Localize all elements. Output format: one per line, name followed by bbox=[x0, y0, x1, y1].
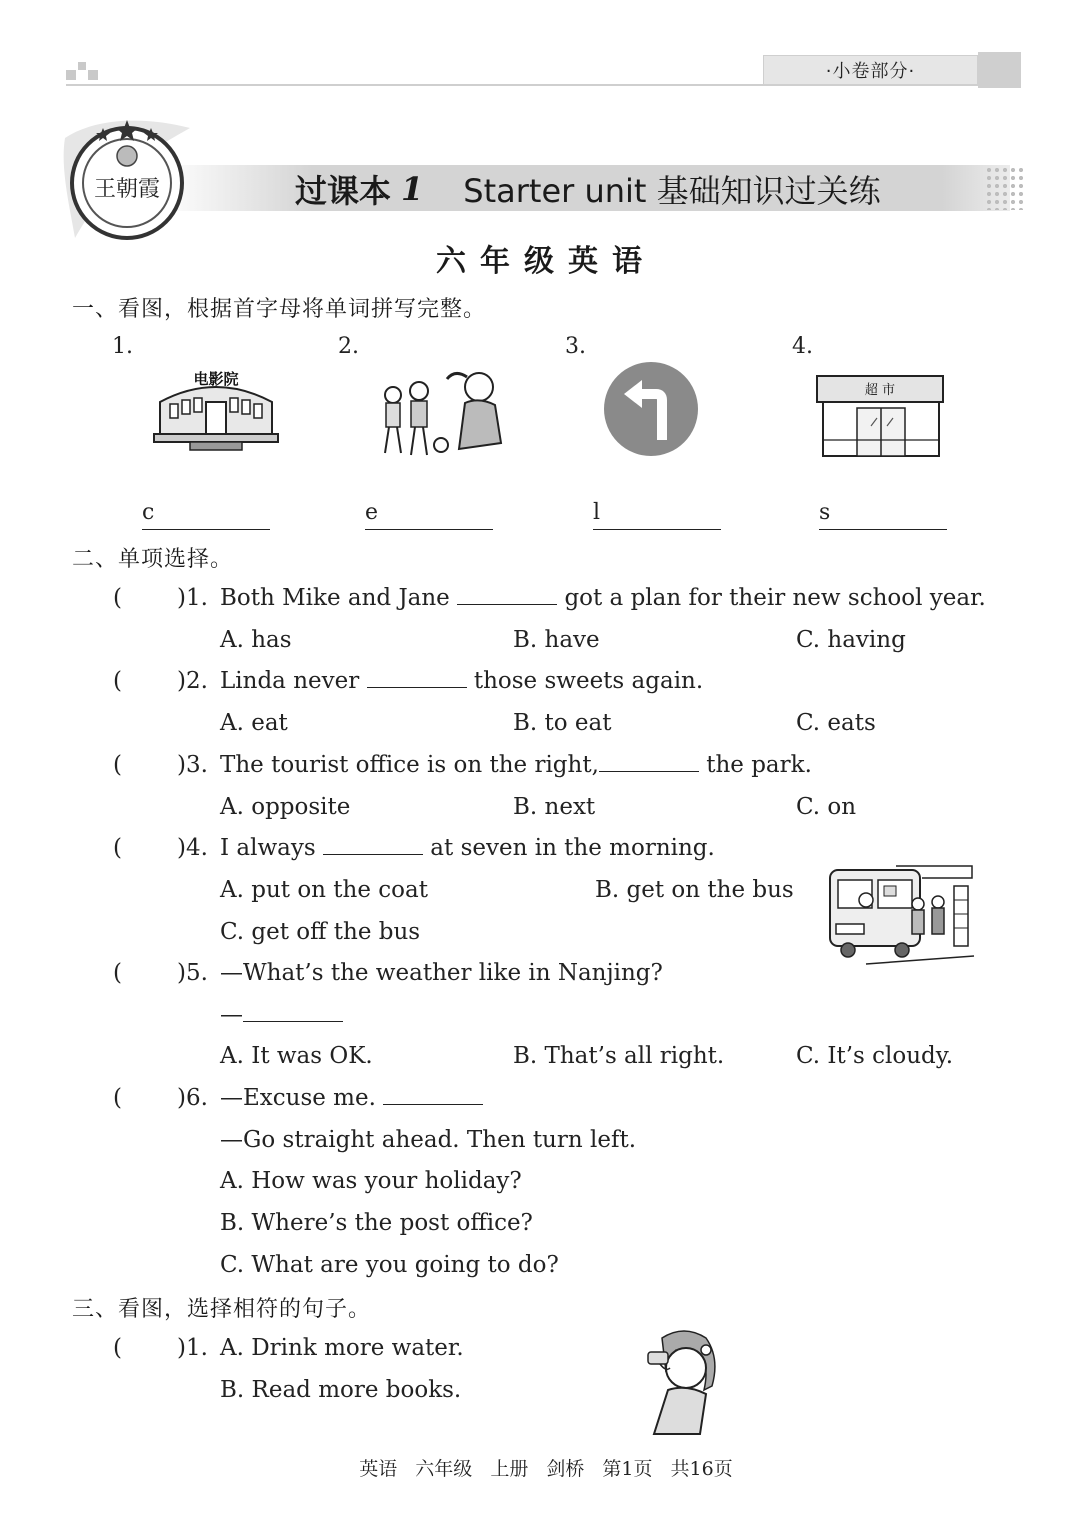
answer-blank bbox=[383, 1083, 483, 1105]
spelling-blank[interactable]: c bbox=[142, 500, 270, 530]
option: B. Read more books. bbox=[220, 1377, 462, 1403]
option: C. It’s cloudy. bbox=[796, 1043, 954, 1069]
answer-paren[interactable]: ( bbox=[113, 960, 122, 986]
picture-number: 4. bbox=[792, 334, 813, 359]
option: A. put on the coat bbox=[220, 877, 428, 903]
answer-paren[interactable]: ( bbox=[113, 1085, 122, 1111]
answer-paren[interactable]: ( bbox=[113, 835, 122, 861]
option: C. get off the bus bbox=[220, 919, 421, 945]
answer-paren[interactable]: ( bbox=[113, 585, 122, 611]
option: A. How was your holiday? bbox=[220, 1168, 522, 1194]
question-number: )3. bbox=[177, 752, 208, 778]
svg-text:王朝霞: 王朝霞 bbox=[93, 177, 161, 202]
page-footer: 英语 六年级 上册 剑桥 第1页 共16页 bbox=[359, 1458, 733, 1480]
picture-number: 3. bbox=[565, 334, 586, 359]
answer-paren[interactable]: ( bbox=[113, 752, 122, 778]
answer-blank bbox=[367, 666, 467, 688]
supermarket-icon bbox=[815, 374, 945, 460]
bus-stop-icon bbox=[826, 860, 976, 968]
question-stem: —Excuse me. bbox=[220, 1083, 483, 1113]
option: A. eat bbox=[220, 710, 288, 736]
part1-heading: 一、看图，根据首字母将单词拼写完整。 bbox=[72, 297, 487, 322]
question-stem: I always at seven in the morning. bbox=[220, 835, 715, 861]
title-unit: Starter unit 基础知识过关练 bbox=[463, 172, 881, 210]
exercise-icon bbox=[375, 365, 507, 463]
question-stem: The tourist office is on the right, the park. bbox=[220, 752, 812, 778]
section-tag-block bbox=[978, 52, 1021, 88]
part2-heading: 二、单项选择。 bbox=[72, 547, 234, 572]
option: B. have bbox=[513, 627, 600, 653]
option: C. having bbox=[796, 627, 906, 653]
girl-drinking-icon bbox=[640, 1328, 722, 1436]
option: B. to eat bbox=[513, 710, 612, 736]
question-number: )2. bbox=[177, 668, 208, 694]
option: B. That’s all right. bbox=[513, 1043, 725, 1069]
question-number: )1. bbox=[177, 1335, 208, 1361]
answer-paren[interactable]: ( bbox=[113, 668, 122, 694]
spelling-blank[interactable]: e bbox=[365, 500, 493, 530]
option: B. next bbox=[513, 794, 596, 820]
option: B. Where’s the post office? bbox=[220, 1210, 533, 1236]
question-number: )5. bbox=[177, 960, 208, 986]
option: A. opposite bbox=[220, 794, 351, 820]
reply-line: —Go straight ahead. Then turn left. bbox=[220, 1127, 637, 1153]
section-tag: ·小卷部分· bbox=[763, 55, 978, 85]
answer-blank bbox=[323, 833, 423, 855]
option: B. get on the bus bbox=[595, 877, 794, 903]
answer-line: — bbox=[220, 1000, 343, 1030]
option: C. What are you going to do? bbox=[220, 1252, 559, 1278]
question-stem: Both Mike and Jane got a plan for their new school year. bbox=[220, 585, 986, 611]
answer-paren[interactable]: ( bbox=[113, 1335, 122, 1361]
header-square bbox=[78, 62, 86, 70]
option: A. Drink more water. bbox=[220, 1335, 464, 1361]
option: A. It was OK. bbox=[220, 1043, 373, 1069]
part3-heading: 三、看图，选择相符的句子。 bbox=[72, 1297, 372, 1322]
picture-number: 2. bbox=[338, 334, 359, 359]
publisher-logo-icon bbox=[55, 108, 195, 248]
title-number: 1 bbox=[401, 170, 424, 208]
title-dots bbox=[985, 166, 1025, 210]
header-square bbox=[88, 70, 98, 80]
question-stem: —What’s the weather like in Nanjing? bbox=[220, 960, 663, 986]
picture-number: 1. bbox=[112, 334, 133, 359]
page-title bbox=[295, 166, 881, 212]
answer-blank bbox=[457, 583, 557, 605]
option: C. on bbox=[796, 794, 857, 820]
question-number: )6. bbox=[177, 1085, 208, 1111]
question-number: )1. bbox=[177, 585, 208, 611]
cinema-icon bbox=[150, 362, 282, 454]
title-prefix: 过课本 bbox=[295, 172, 392, 210]
question-number: )4. bbox=[177, 835, 208, 861]
header-square bbox=[66, 70, 76, 80]
spelling-blank[interactable]: l bbox=[593, 500, 721, 530]
answer-blank bbox=[599, 750, 699, 772]
subject-title: 六年级英语 bbox=[436, 244, 656, 279]
turn-left-sign-icon bbox=[602, 360, 700, 458]
question-stem: Linda never those sweets again. bbox=[220, 668, 704, 694]
cinema-sign: 电影院 bbox=[193, 370, 239, 388]
supermarket-sign: 超 市 bbox=[864, 383, 896, 398]
option: C. eats bbox=[796, 710, 876, 736]
option: A. has bbox=[220, 627, 292, 653]
answer-blank bbox=[243, 1000, 343, 1022]
spelling-blank[interactable]: s bbox=[819, 500, 947, 530]
